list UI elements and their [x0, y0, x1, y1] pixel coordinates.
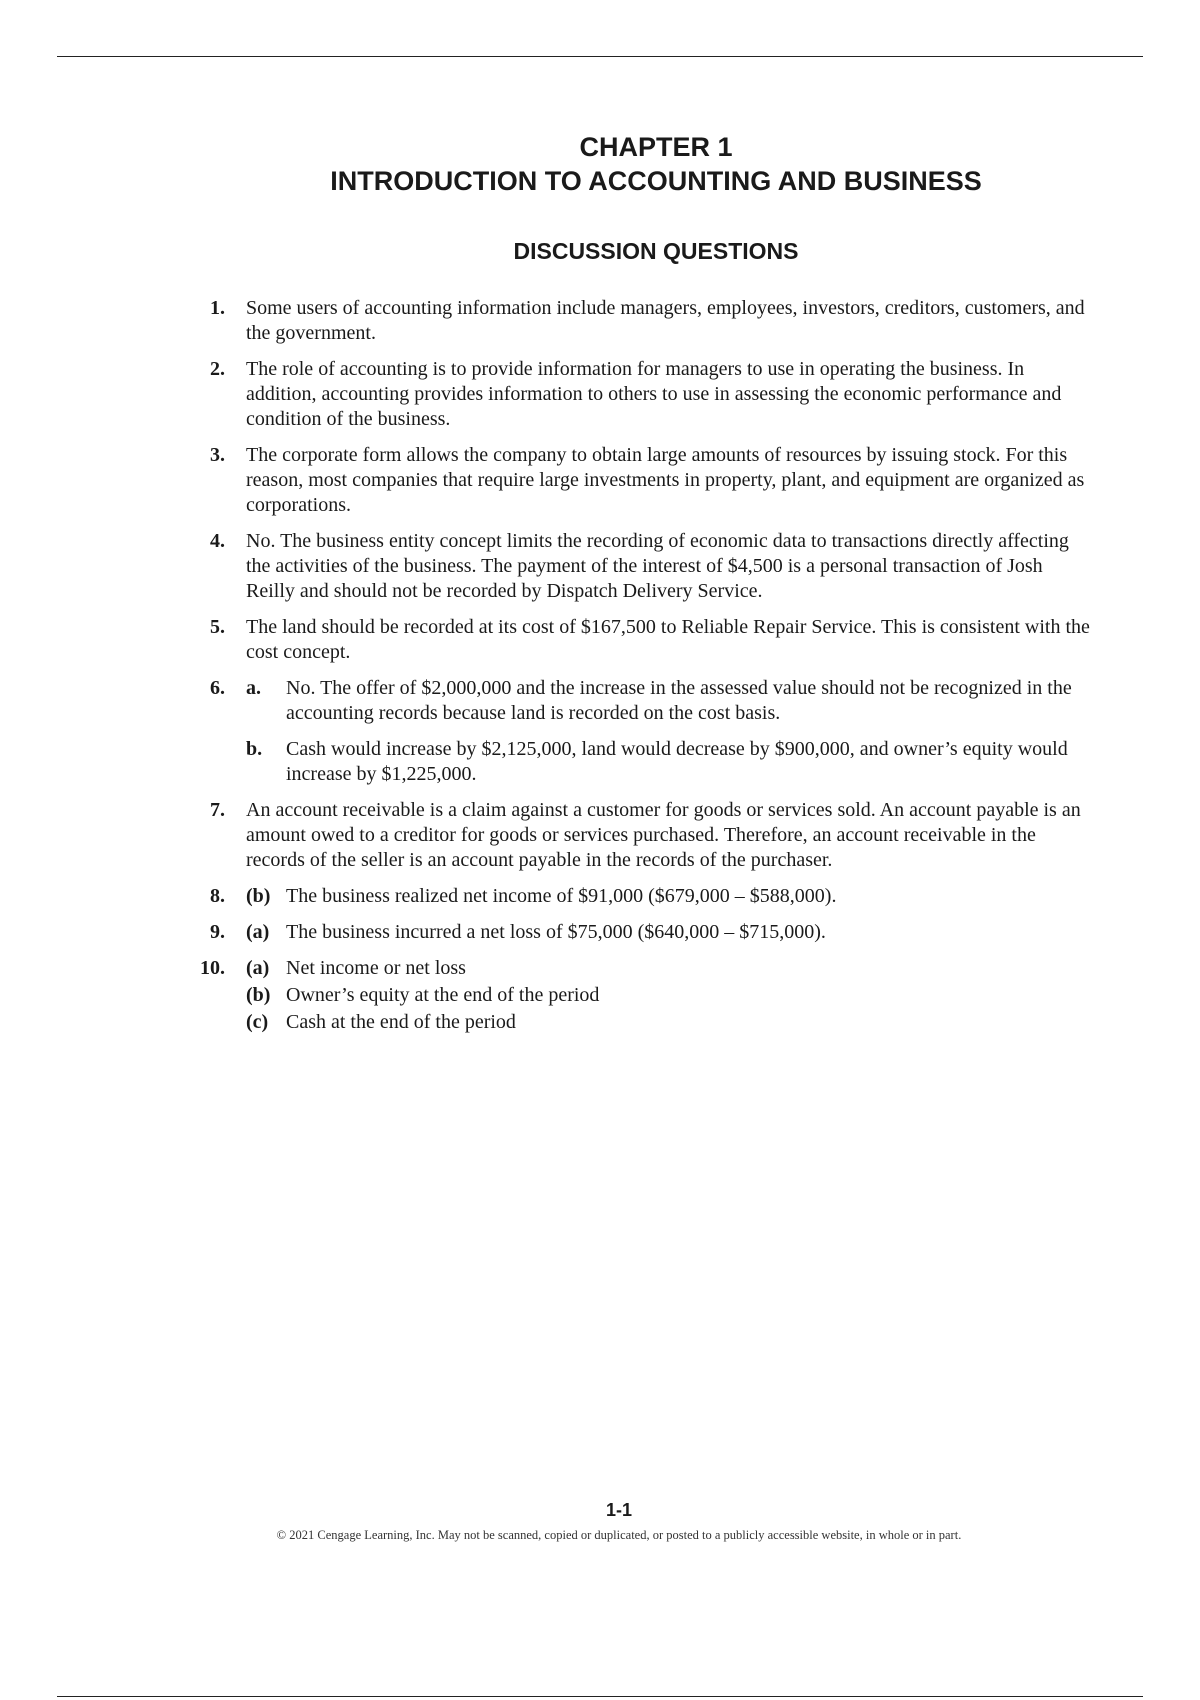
question-part	[246, 983, 1090, 1008]
discussion-questions-list	[170, 296, 1090, 1046]
part-label: (c)	[246, 1011, 269, 1033]
question-number: 5.	[210, 616, 225, 638]
part-text: Cash at the end of the period	[286, 1011, 516, 1033]
question-10	[170, 956, 1090, 1035]
question-8	[170, 884, 1090, 909]
part-label: (a)	[246, 957, 270, 979]
part-text: No. The offer of $2,000,000 and the increase in the assessed value should not be recognized in the accounting records because land is recorded on the cost basis.	[286, 677, 1072, 724]
question-part	[246, 920, 1090, 945]
question-text: No. The business entity concept limits the recording of economic data to transactions directly affecting the activities of the business. The payment of the interest of $4,500 is a personal transaction of Josh Reilly and should not be recorded by Dispatch Delivery Service.	[246, 530, 1069, 602]
part-text: Cash would increase by $2,125,000, land would decrease by $900,000, and owner’s equity would increase by $1,225,000.	[286, 738, 1068, 785]
question-3	[170, 443, 1090, 518]
part-label: (b)	[246, 984, 271, 1006]
chapter-number: CHAPTER 1	[579, 132, 733, 162]
part-text: The business realized net income of $91,000 ($679,000 – $588,000).	[286, 885, 837, 907]
question-text: An account receivable is a claim against a customer for goods or services sold. An account payable is an amount owed to a creditor for goods or services purchased. Therefore, an account receivable in the records of the seller is an account payable in the records of the purchaser.	[246, 799, 1081, 871]
part-text: Net income or net loss	[286, 957, 466, 979]
question-part	[246, 676, 1090, 726]
question-7	[170, 798, 1090, 873]
question-1	[170, 296, 1090, 346]
question-part	[246, 737, 1090, 787]
top-rule	[57, 56, 1143, 57]
part-text: The business incurred a net loss of $75,000 ($640,000 – $715,000).	[286, 921, 826, 943]
copyright-notice: © 2021 Cengage Learning, Inc. May not be scanned, copied or duplicated, or posted to a publicly accessible website, in whole or in part.	[276, 1528, 962, 1542]
part-label: a.	[246, 677, 261, 699]
question-5	[170, 615, 1090, 665]
question-number: 7.	[210, 799, 225, 821]
question-number: 1.	[210, 297, 225, 319]
chapter-title: INTRODUCTION TO ACCOUNTING AND BUSINESS	[330, 166, 982, 196]
part-text: Owner’s equity at the end of the period	[286, 984, 600, 1006]
question-number: 6.	[210, 677, 225, 699]
question-text: Some users of accounting information include managers, employees, investors, creditors, customers, and the government.	[246, 297, 1085, 344]
question-2	[170, 357, 1090, 432]
section-title: DISCUSSION QUESTIONS	[513, 238, 799, 264]
question-part	[246, 884, 1090, 909]
question-text: The land should be recorded at its cost of $167,500 to Reliable Repair Service. This is consistent with the cost concept.	[246, 616, 1090, 663]
question-number: 8.	[210, 885, 225, 907]
question-4	[170, 529, 1090, 604]
part-label: b.	[246, 738, 263, 760]
question-text: The corporate form allows the company to obtain large amounts of resources by issuing stock. For this reason, most companies that require large investments in property, plant, and equipment are organized as corporations.	[246, 444, 1085, 516]
part-label: (b)	[246, 885, 271, 907]
chapter-heading	[0, 130, 1200, 198]
question-number: 2.	[210, 358, 225, 380]
question-part	[246, 956, 1090, 981]
question-part	[246, 1010, 1090, 1035]
question-number: 4.	[210, 530, 225, 552]
question-9	[170, 920, 1090, 945]
page-number: 1-1	[605, 1500, 632, 1520]
question-number: 3.	[210, 444, 225, 466]
bottom-rule	[57, 1696, 1143, 1697]
question-number: 10.	[200, 957, 225, 979]
part-label: (a)	[246, 921, 270, 943]
question-text: The role of accounting is to provide information for managers to use in operating the business. In addition, accounting provides information to others to use in assessing the economic performance and condition of the business.	[246, 358, 1062, 430]
question-number: 9.	[210, 921, 225, 943]
question-6	[170, 676, 1090, 787]
